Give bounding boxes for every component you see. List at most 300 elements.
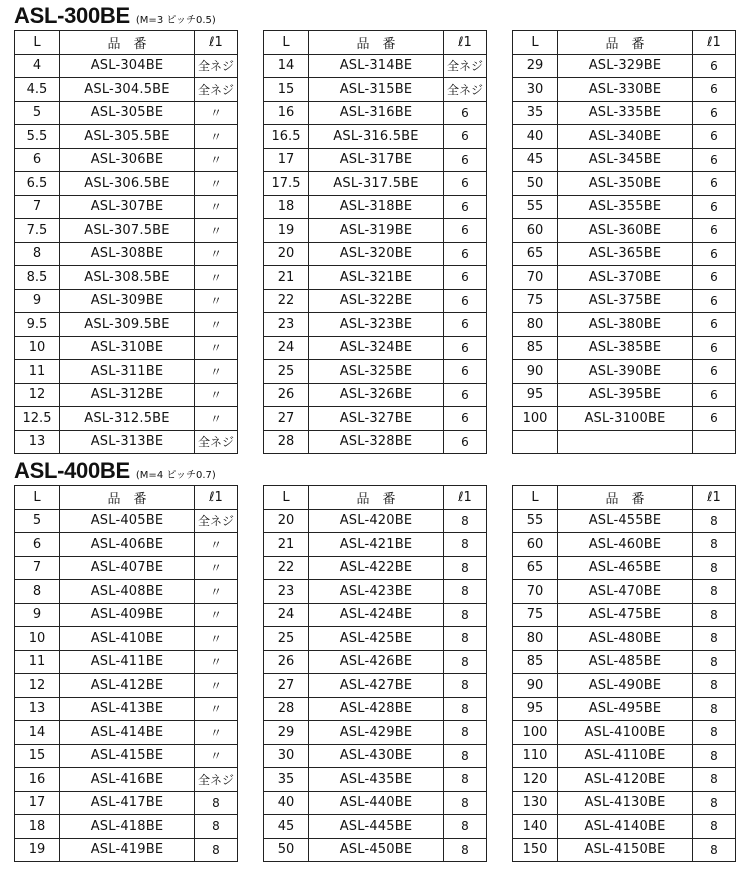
cell-part-number: ASL-455BE	[558, 509, 693, 533]
table-row	[264, 791, 487, 815]
cell-length: 12.5	[15, 407, 60, 431]
header-l1: ℓ1	[444, 486, 487, 510]
cell-thread-length: 〃	[195, 101, 238, 125]
cell-thread-length: 6	[693, 101, 736, 125]
cell-length: 6	[15, 148, 60, 172]
cell-thread-length: 全ネジ	[195, 768, 238, 792]
cell-thread-length: 8	[693, 815, 736, 839]
table-row	[264, 697, 487, 721]
cell-part-number: ASL-4110BE	[558, 744, 693, 768]
cell-thread-length: 8	[693, 556, 736, 580]
cell-part-number: ASL-375BE	[558, 289, 693, 313]
cell-thread-length: 6	[693, 78, 736, 102]
cell-length: 23	[264, 313, 309, 337]
cell-thread-length: 6	[444, 313, 487, 337]
cell-part-number: ASL-328BE	[309, 430, 444, 454]
cell-part-number: ASL-3100BE	[558, 407, 693, 431]
cell-length: 35	[264, 768, 309, 792]
cell-length: 22	[264, 556, 309, 580]
cell-length: 65	[513, 556, 558, 580]
cell-part-number: ASL-425BE	[309, 627, 444, 651]
cell-thread-length: 6	[693, 172, 736, 196]
cell-length: 16	[264, 101, 309, 125]
cell-part-number: ASL-310BE	[60, 336, 195, 360]
table-row	[513, 336, 736, 360]
table-row	[264, 336, 487, 360]
cell-part-number: ASL-421BE	[309, 533, 444, 557]
cell-thread-length: 6	[444, 430, 487, 454]
header-l1: ℓ1	[693, 486, 736, 510]
cell-length: 30	[513, 78, 558, 102]
header-part-number: 品 番	[60, 31, 195, 55]
cell-thread-length: 〃	[195, 580, 238, 604]
cell-thread-length: 6	[444, 125, 487, 149]
cell-thread-length: 8	[444, 791, 487, 815]
cell-length: 7	[15, 195, 60, 219]
cell-thread-length: 〃	[195, 242, 238, 266]
cell-part-number: ASL-409BE	[60, 603, 195, 627]
cell-thread-length: 〃	[195, 721, 238, 745]
table-row	[513, 101, 736, 125]
table-row	[264, 219, 487, 243]
table-row	[513, 768, 736, 792]
cell-part-number: ASL-495BE	[558, 697, 693, 721]
cell-part-number: ASL-350BE	[558, 172, 693, 196]
table-row	[513, 627, 736, 651]
cell-length: 6.5	[15, 172, 60, 196]
cell-thread-length: 8	[195, 791, 238, 815]
cell-length: 9.5	[15, 313, 60, 337]
cell-length: 25	[264, 360, 309, 384]
cell-length	[513, 430, 558, 454]
cell-thread-length: 8	[693, 838, 736, 862]
cell-length: 50	[264, 838, 309, 862]
cell-part-number: ASL-430BE	[309, 744, 444, 768]
table-row	[513, 54, 736, 78]
cell-part-number: ASL-329BE	[558, 54, 693, 78]
cell-length: 6	[15, 533, 60, 557]
cell-thread-length: 6	[693, 383, 736, 407]
table-row	[264, 78, 487, 102]
table-header-row	[513, 486, 736, 510]
cell-thread-length: 全ネジ	[444, 78, 487, 102]
cell-length: 18	[15, 815, 60, 839]
cell-part-number: ASL-422BE	[309, 556, 444, 580]
table-row	[15, 219, 238, 243]
cell-part-number: ASL-307BE	[60, 195, 195, 219]
cell-length: 80	[513, 627, 558, 651]
cell-part-number: ASL-440BE	[309, 791, 444, 815]
cell-part-number: ASL-327BE	[309, 407, 444, 431]
cell-part-number: ASL-360BE	[558, 219, 693, 243]
table-row	[15, 791, 238, 815]
table-header-row	[513, 31, 736, 55]
section-heading-400	[14, 458, 216, 484]
cell-part-number: ASL-321BE	[309, 266, 444, 290]
cell-thread-length: 8	[693, 509, 736, 533]
cell-length: 4.5	[15, 78, 60, 102]
table-row	[15, 768, 238, 792]
cell-part-number: ASL-445BE	[309, 815, 444, 839]
cell-length: 28	[264, 430, 309, 454]
table-row	[15, 266, 238, 290]
cell-length: 22	[264, 289, 309, 313]
cell-thread-length: 8	[444, 509, 487, 533]
cell-part-number: ASL-355BE	[558, 195, 693, 219]
section-heading-300	[14, 3, 216, 29]
cell-thread-length: 8	[444, 556, 487, 580]
table-row	[15, 815, 238, 839]
cell-part-number: ASL-420BE	[309, 509, 444, 533]
cell-thread-length: 〃	[195, 195, 238, 219]
table-row	[15, 78, 238, 102]
table-row	[264, 313, 487, 337]
cell-thread-length: 8	[444, 838, 487, 862]
cell-length: 70	[513, 266, 558, 290]
table-row	[513, 509, 736, 533]
cell-thread-length: 〃	[195, 407, 238, 431]
cell-part-number: ASL-412BE	[60, 674, 195, 698]
section-title: ASL-300BE	[14, 3, 130, 28]
cell-part-number: ASL-418BE	[60, 815, 195, 839]
cell-thread-length: 6	[693, 125, 736, 149]
table-row	[264, 815, 487, 839]
cell-length: 26	[264, 383, 309, 407]
table-row	[513, 697, 736, 721]
cell-thread-length: 6	[693, 195, 736, 219]
cell-length: 13	[15, 697, 60, 721]
table-row	[513, 815, 736, 839]
header-l: L	[264, 31, 309, 55]
table-row	[15, 54, 238, 78]
cell-part-number: ASL-427BE	[309, 674, 444, 698]
section-spec: (M=3 ピッチ0.5)	[135, 15, 216, 26]
cell-length: 9	[15, 289, 60, 313]
cell-part-number: ASL-313BE	[60, 430, 195, 454]
cell-thread-length: 全ネジ	[195, 509, 238, 533]
cell-part-number: ASL-306BE	[60, 148, 195, 172]
table-row	[513, 674, 736, 698]
cell-length: 20	[264, 242, 309, 266]
header-part-number: 品 番	[60, 486, 195, 510]
cell-thread-length: 6	[693, 219, 736, 243]
cell-thread-length: 6	[444, 101, 487, 125]
cell-part-number: ASL-335BE	[558, 101, 693, 125]
table-row	[513, 242, 736, 266]
table-row	[264, 650, 487, 674]
cell-part-number: ASL-460BE	[558, 533, 693, 557]
cell-thread-length: 8	[444, 603, 487, 627]
cell-thread-length: 全ネジ	[195, 54, 238, 78]
cell-thread-length: 8	[693, 721, 736, 745]
cell-thread-length: 8	[444, 815, 487, 839]
header-l: L	[513, 31, 558, 55]
table-row	[513, 721, 736, 745]
cell-thread-length: 6	[693, 54, 736, 78]
cell-part-number: ASL-314BE	[309, 54, 444, 78]
cell-thread-length: 6	[444, 219, 487, 243]
table-row	[264, 721, 487, 745]
cell-thread-length: 8	[693, 650, 736, 674]
cell-length: 12	[15, 383, 60, 407]
cell-part-number: ASL-312.5BE	[60, 407, 195, 431]
cell-part-number: ASL-490BE	[558, 674, 693, 698]
table-row	[15, 533, 238, 557]
cell-thread-length: 〃	[195, 627, 238, 651]
cell-thread-length: 6	[693, 266, 736, 290]
cell-length: 15	[264, 78, 309, 102]
cell-length: 90	[513, 674, 558, 698]
cell-length: 24	[264, 603, 309, 627]
cell-thread-length: 8	[444, 674, 487, 698]
cell-length: 90	[513, 360, 558, 384]
cell-thread-length: 6	[693, 313, 736, 337]
cell-part-number: ASL-395BE	[558, 383, 693, 407]
cell-part-number: ASL-304.5BE	[60, 78, 195, 102]
table-row	[15, 383, 238, 407]
cell-length: 95	[513, 697, 558, 721]
cell-part-number: ASL-315BE	[309, 78, 444, 102]
cell-length: 16	[15, 768, 60, 792]
table-row	[15, 195, 238, 219]
table-row	[15, 430, 238, 454]
cell-length: 9	[15, 603, 60, 627]
cell-part-number: ASL-416BE	[60, 768, 195, 792]
header-l: L	[15, 31, 60, 55]
table-row	[15, 172, 238, 196]
cell-thread-length: 〃	[195, 603, 238, 627]
cell-length: 45	[264, 815, 309, 839]
table-row	[264, 603, 487, 627]
cell-part-number: ASL-322BE	[309, 289, 444, 313]
table-row	[15, 556, 238, 580]
cell-thread-length: 6	[444, 242, 487, 266]
cell-part-number: ASL-410BE	[60, 627, 195, 651]
cell-length: 35	[513, 101, 558, 125]
cell-part-number: ASL-306.5BE	[60, 172, 195, 196]
section-spec: (M=4 ピッチ0.7)	[135, 470, 216, 481]
cell-length: 100	[513, 407, 558, 431]
cell-thread-length: 〃	[195, 360, 238, 384]
cell-part-number: ASL-317BE	[309, 148, 444, 172]
cell-length: 50	[513, 172, 558, 196]
cell-thread-length: 6	[693, 148, 736, 172]
table-row	[15, 674, 238, 698]
cell-part-number: ASL-304BE	[60, 54, 195, 78]
cell-length: 10	[15, 627, 60, 651]
cell-length: 80	[513, 313, 558, 337]
cell-part-number: ASL-305.5BE	[60, 125, 195, 149]
cell-thread-length: 8	[693, 603, 736, 627]
cell-thread-length: 6	[444, 172, 487, 196]
table-row	[264, 627, 487, 651]
cell-part-number: ASL-4100BE	[558, 721, 693, 745]
cell-length: 17	[15, 791, 60, 815]
table-row	[15, 580, 238, 604]
cell-part-number: ASL-370BE	[558, 266, 693, 290]
cell-part-number: ASL-4120BE	[558, 768, 693, 792]
cell-length: 8	[15, 242, 60, 266]
cell-part-number: ASL-417BE	[60, 791, 195, 815]
table-row	[15, 101, 238, 125]
cell-part-number: ASL-312BE	[60, 383, 195, 407]
cell-thread-length: 6	[693, 360, 736, 384]
parts-table-400-3	[512, 485, 736, 862]
cell-thread-length: 〃	[195, 148, 238, 172]
cell-thread-length: 8	[444, 533, 487, 557]
cell-length: 55	[513, 509, 558, 533]
cell-part-number: ASL-426BE	[309, 650, 444, 674]
cell-thread-length: 全ネジ	[444, 54, 487, 78]
table-row	[15, 242, 238, 266]
cell-thread-length: 8	[693, 768, 736, 792]
cell-length: 26	[264, 650, 309, 674]
table-row	[513, 650, 736, 674]
cell-part-number: ASL-316BE	[309, 101, 444, 125]
cell-length: 70	[513, 580, 558, 604]
table-row	[264, 838, 487, 862]
cell-part-number: ASL-465BE	[558, 556, 693, 580]
cell-thread-length: 8	[444, 744, 487, 768]
cell-length: 24	[264, 336, 309, 360]
cell-thread-length: 〃	[195, 266, 238, 290]
cell-length: 23	[264, 580, 309, 604]
cell-thread-length: 〃	[195, 172, 238, 196]
cell-length: 21	[264, 266, 309, 290]
cell-part-number: ASL-390BE	[558, 360, 693, 384]
cell-length: 14	[264, 54, 309, 78]
cell-part-number: ASL-385BE	[558, 336, 693, 360]
cell-length: 8.5	[15, 266, 60, 290]
table-row	[15, 360, 238, 384]
header-l1: ℓ1	[693, 31, 736, 55]
table-row	[513, 791, 736, 815]
cell-part-number: ASL-323BE	[309, 313, 444, 337]
cell-thread-length: 8	[444, 721, 487, 745]
header-l1: ℓ1	[195, 486, 238, 510]
cell-part-number: ASL-309BE	[60, 289, 195, 313]
cell-length: 140	[513, 815, 558, 839]
table-row	[513, 78, 736, 102]
table-row	[264, 533, 487, 557]
table-row	[15, 650, 238, 674]
table-row	[264, 289, 487, 313]
cell-thread-length: 〃	[195, 674, 238, 698]
table-row	[264, 744, 487, 768]
cell-part-number: ASL-470BE	[558, 580, 693, 604]
cell-length: 7.5	[15, 219, 60, 243]
cell-part-number: ASL-424BE	[309, 603, 444, 627]
table-row	[15, 697, 238, 721]
table-row	[513, 313, 736, 337]
cell-thread-length: 6	[444, 266, 487, 290]
cell-thread-length: 〃	[195, 219, 238, 243]
cell-length: 10	[15, 336, 60, 360]
cell-thread-length: 8	[693, 627, 736, 651]
table-row	[15, 627, 238, 651]
header-l: L	[264, 486, 309, 510]
table-row	[264, 242, 487, 266]
header-part-number: 品 番	[558, 486, 693, 510]
cell-thread-length: 8	[444, 650, 487, 674]
cell-length: 29	[264, 721, 309, 745]
cell-part-number: ASL-380BE	[558, 313, 693, 337]
cell-length: 30	[264, 744, 309, 768]
table-row	[513, 556, 736, 580]
table-row	[513, 266, 736, 290]
table-row	[264, 430, 487, 454]
table-row	[513, 195, 736, 219]
parts-table-300-3	[512, 30, 736, 454]
cell-length: 100	[513, 721, 558, 745]
table-row	[15, 838, 238, 862]
header-l1: ℓ1	[444, 31, 487, 55]
cell-part-number	[558, 430, 693, 454]
cell-thread-length	[693, 430, 736, 454]
table-row	[513, 838, 736, 862]
header-l: L	[513, 486, 558, 510]
cell-part-number: ASL-326BE	[309, 383, 444, 407]
cell-part-number: ASL-406BE	[60, 533, 195, 557]
table-row	[264, 509, 487, 533]
cell-thread-length: 〃	[195, 383, 238, 407]
cell-length: 65	[513, 242, 558, 266]
cell-thread-length: 〃	[195, 556, 238, 580]
cell-length: 150	[513, 838, 558, 862]
cell-part-number: ASL-423BE	[309, 580, 444, 604]
cell-part-number: ASL-428BE	[309, 697, 444, 721]
cell-length: 29	[513, 54, 558, 78]
cell-length: 60	[513, 533, 558, 557]
table-header-row	[15, 31, 238, 55]
cell-length: 20	[264, 509, 309, 533]
cell-length: 7	[15, 556, 60, 580]
cell-thread-length: 〃	[195, 533, 238, 557]
cell-part-number: ASL-435BE	[309, 768, 444, 792]
table-row	[264, 556, 487, 580]
cell-part-number: ASL-414BE	[60, 721, 195, 745]
cell-part-number: ASL-450BE	[309, 838, 444, 862]
cell-length: 5	[15, 509, 60, 533]
cell-part-number: ASL-319BE	[309, 219, 444, 243]
cell-length: 75	[513, 603, 558, 627]
cell-thread-length: 8	[444, 768, 487, 792]
cell-part-number: ASL-320BE	[309, 242, 444, 266]
table-row	[513, 219, 736, 243]
cell-length: 5	[15, 101, 60, 125]
cell-thread-length: 〃	[195, 289, 238, 313]
table-row	[15, 125, 238, 149]
table-row	[513, 360, 736, 384]
cell-length: 19	[15, 838, 60, 862]
cell-part-number: ASL-485BE	[558, 650, 693, 674]
cell-thread-length: 6	[693, 289, 736, 313]
cell-thread-length: 6	[693, 242, 736, 266]
cell-length: 11	[15, 650, 60, 674]
cell-part-number: ASL-311BE	[60, 360, 195, 384]
table-row	[513, 172, 736, 196]
cell-length: 15	[15, 744, 60, 768]
table-row	[264, 383, 487, 407]
table-row	[264, 407, 487, 431]
table-row	[15, 336, 238, 360]
cell-part-number: ASL-411BE	[60, 650, 195, 674]
table-header-row	[15, 486, 238, 510]
table-row	[15, 509, 238, 533]
header-part-number: 品 番	[309, 31, 444, 55]
cell-part-number: ASL-316.5BE	[309, 125, 444, 149]
cell-thread-length: 全ネジ	[195, 78, 238, 102]
